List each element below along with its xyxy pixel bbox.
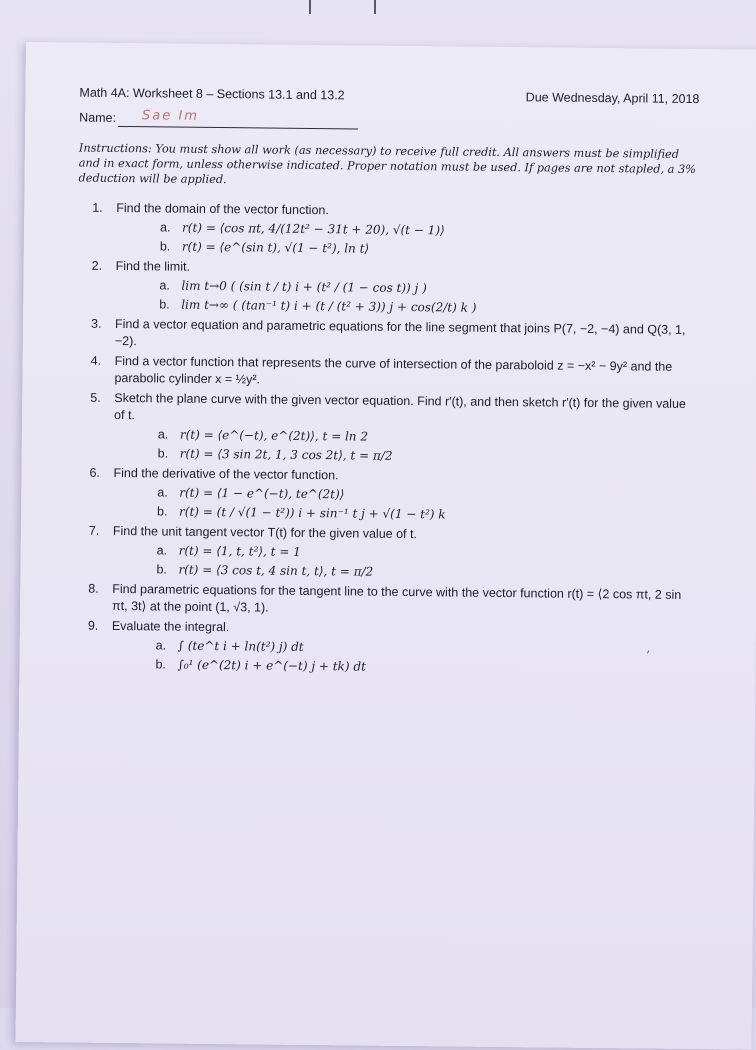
name-field[interactable] xyxy=(118,108,358,130)
problem-text: Find parametric equations for the tangent line to the curve with the vector function r(t) = ⟨2 cos πt, 2 sin πt, 3t⟩ at the point (1, √3, 1). xyxy=(112,581,682,615)
course-title: Math 4A: Worksheet 8 – Sections 13.1 and 13.2 xyxy=(79,85,345,103)
problem-text: Sketch the plane curve with the given vector equation. Find r′(t), and then sketch r′(t) for the given value of t. xyxy=(114,390,686,423)
problem-number: 1. xyxy=(92,200,103,215)
part-expression: r(t) = ⟨1 − e^(−t), te^(2t)⟩ xyxy=(179,485,345,502)
problem-item xyxy=(77,316,697,356)
part-expression: r(t) = ⟨cos πt, 4/(12t² − 31t + 20), √(t − 1)⟩ xyxy=(181,220,445,238)
due-date: Due Wednesday, April 11, 2018 xyxy=(525,90,700,107)
part-expression: r(t) = ⟨e^(−t), e^(2t)⟩, t = ln 2 xyxy=(179,427,369,444)
part-letter: b. xyxy=(157,504,168,519)
background-edge-right xyxy=(374,0,376,14)
problem-item xyxy=(76,353,696,393)
part-expression: ∫ (te^t i + ln(t²) j) dt xyxy=(177,638,304,654)
problem-text: Find a vector equation and parametric equations for the line segment that joins P(7, −2, −4) and Q(3, 1, −2). xyxy=(114,316,686,349)
problem-number: 2. xyxy=(91,258,103,273)
part-expression: r(t) = ⟨3 cos t, 4 sin t, t⟩, t = π/2 xyxy=(178,562,374,579)
name-label: Name: xyxy=(79,110,117,125)
part-letter: a. xyxy=(157,427,169,442)
part-letter: a. xyxy=(159,278,170,293)
problem-text: Evaluate the integral. xyxy=(111,618,230,635)
problem-part xyxy=(111,656,693,679)
part-letter: b. xyxy=(157,446,169,461)
problem-number: 3. xyxy=(90,316,102,331)
worksheet-page xyxy=(16,42,756,1050)
part-expression: r(t) = ⟨3 sin 2t, 1, 3 cos 2t⟩, t = π/2 xyxy=(179,446,393,463)
part-letter: a. xyxy=(157,485,168,500)
problem-number: 5. xyxy=(90,390,101,405)
problem-part xyxy=(112,561,694,584)
part-letter: a. xyxy=(156,543,168,558)
part-expression: r(t) = ⟨1, t, t²⟩, t = 1 xyxy=(178,543,301,559)
part-expression: lim t→0 ( (sin t / t) i + (t² / (1 − cos t)) j ) xyxy=(181,278,427,296)
instructions xyxy=(78,141,698,192)
pencil-mark: ʼ xyxy=(645,648,650,663)
name-row xyxy=(79,110,699,133)
problem-item xyxy=(77,258,698,319)
worksheet-content xyxy=(73,85,699,682)
problem-part xyxy=(113,503,695,526)
part-letter: b. xyxy=(159,297,170,312)
problem-part xyxy=(116,238,698,261)
background-edge-left xyxy=(309,0,311,14)
problem-text: Find the unit tangent vector T(t) for the given value of t. xyxy=(112,523,418,542)
part-letter: a. xyxy=(155,638,167,653)
worksheet-header xyxy=(79,85,699,108)
problem-item xyxy=(74,581,694,621)
problem-part xyxy=(114,445,696,468)
problem-number: 8. xyxy=(88,581,99,596)
part-letter: b. xyxy=(159,239,171,254)
part-expression: lim t→∞ ( (tan⁻¹ t) i + (t / (t² + 3)) j + cos(2/t) k ) xyxy=(181,297,477,315)
problem-item xyxy=(76,390,697,468)
problem-item xyxy=(73,618,694,679)
instructions-label: Instructions: xyxy=(78,141,152,156)
problem-number: 9. xyxy=(87,618,99,633)
problem-part xyxy=(115,296,697,319)
problem-text: Find the domain of the vector function. xyxy=(116,200,329,218)
problem-text: Find the derivative of the vector function. xyxy=(113,465,339,483)
part-expression: r(t) = (t / √(1 − t²)) i + sin⁻¹ t j + √(1 − t²) k xyxy=(179,504,446,522)
problem-number: 6. xyxy=(89,465,101,480)
part-letter: b. xyxy=(155,657,166,672)
problem-list xyxy=(73,200,698,679)
problem-item xyxy=(75,465,696,526)
problem-text: Find a vector function that represents the curve of intersection of the paraboloid z = −x² − 9y² and the parabolic cylinder x = ½y². xyxy=(114,353,673,387)
instructions-text: You must show all work (as necessary) to receive full credit. All answers must be simplified and in exact form, unless otherwise indicated. Proper notation must be used. If pages are not stapled, a 3% deduction will be applied. xyxy=(78,142,697,187)
problem-text: Find the limit. xyxy=(115,258,191,274)
part-expression: ∫₀¹ (e^(2t) i + e^(−t) j + tk) dt xyxy=(177,657,366,674)
problem-item xyxy=(74,523,695,584)
problem-number: 7. xyxy=(88,523,100,538)
part-letter: b. xyxy=(156,562,167,577)
name-value: Sae Im xyxy=(141,108,199,124)
problem-item xyxy=(78,200,699,261)
part-letter: a. xyxy=(159,220,171,235)
problem-number: 4. xyxy=(90,353,102,368)
part-expression: r(t) = ⟨e^(sin t), √(1 − t²), ln t⟩ xyxy=(181,239,370,256)
